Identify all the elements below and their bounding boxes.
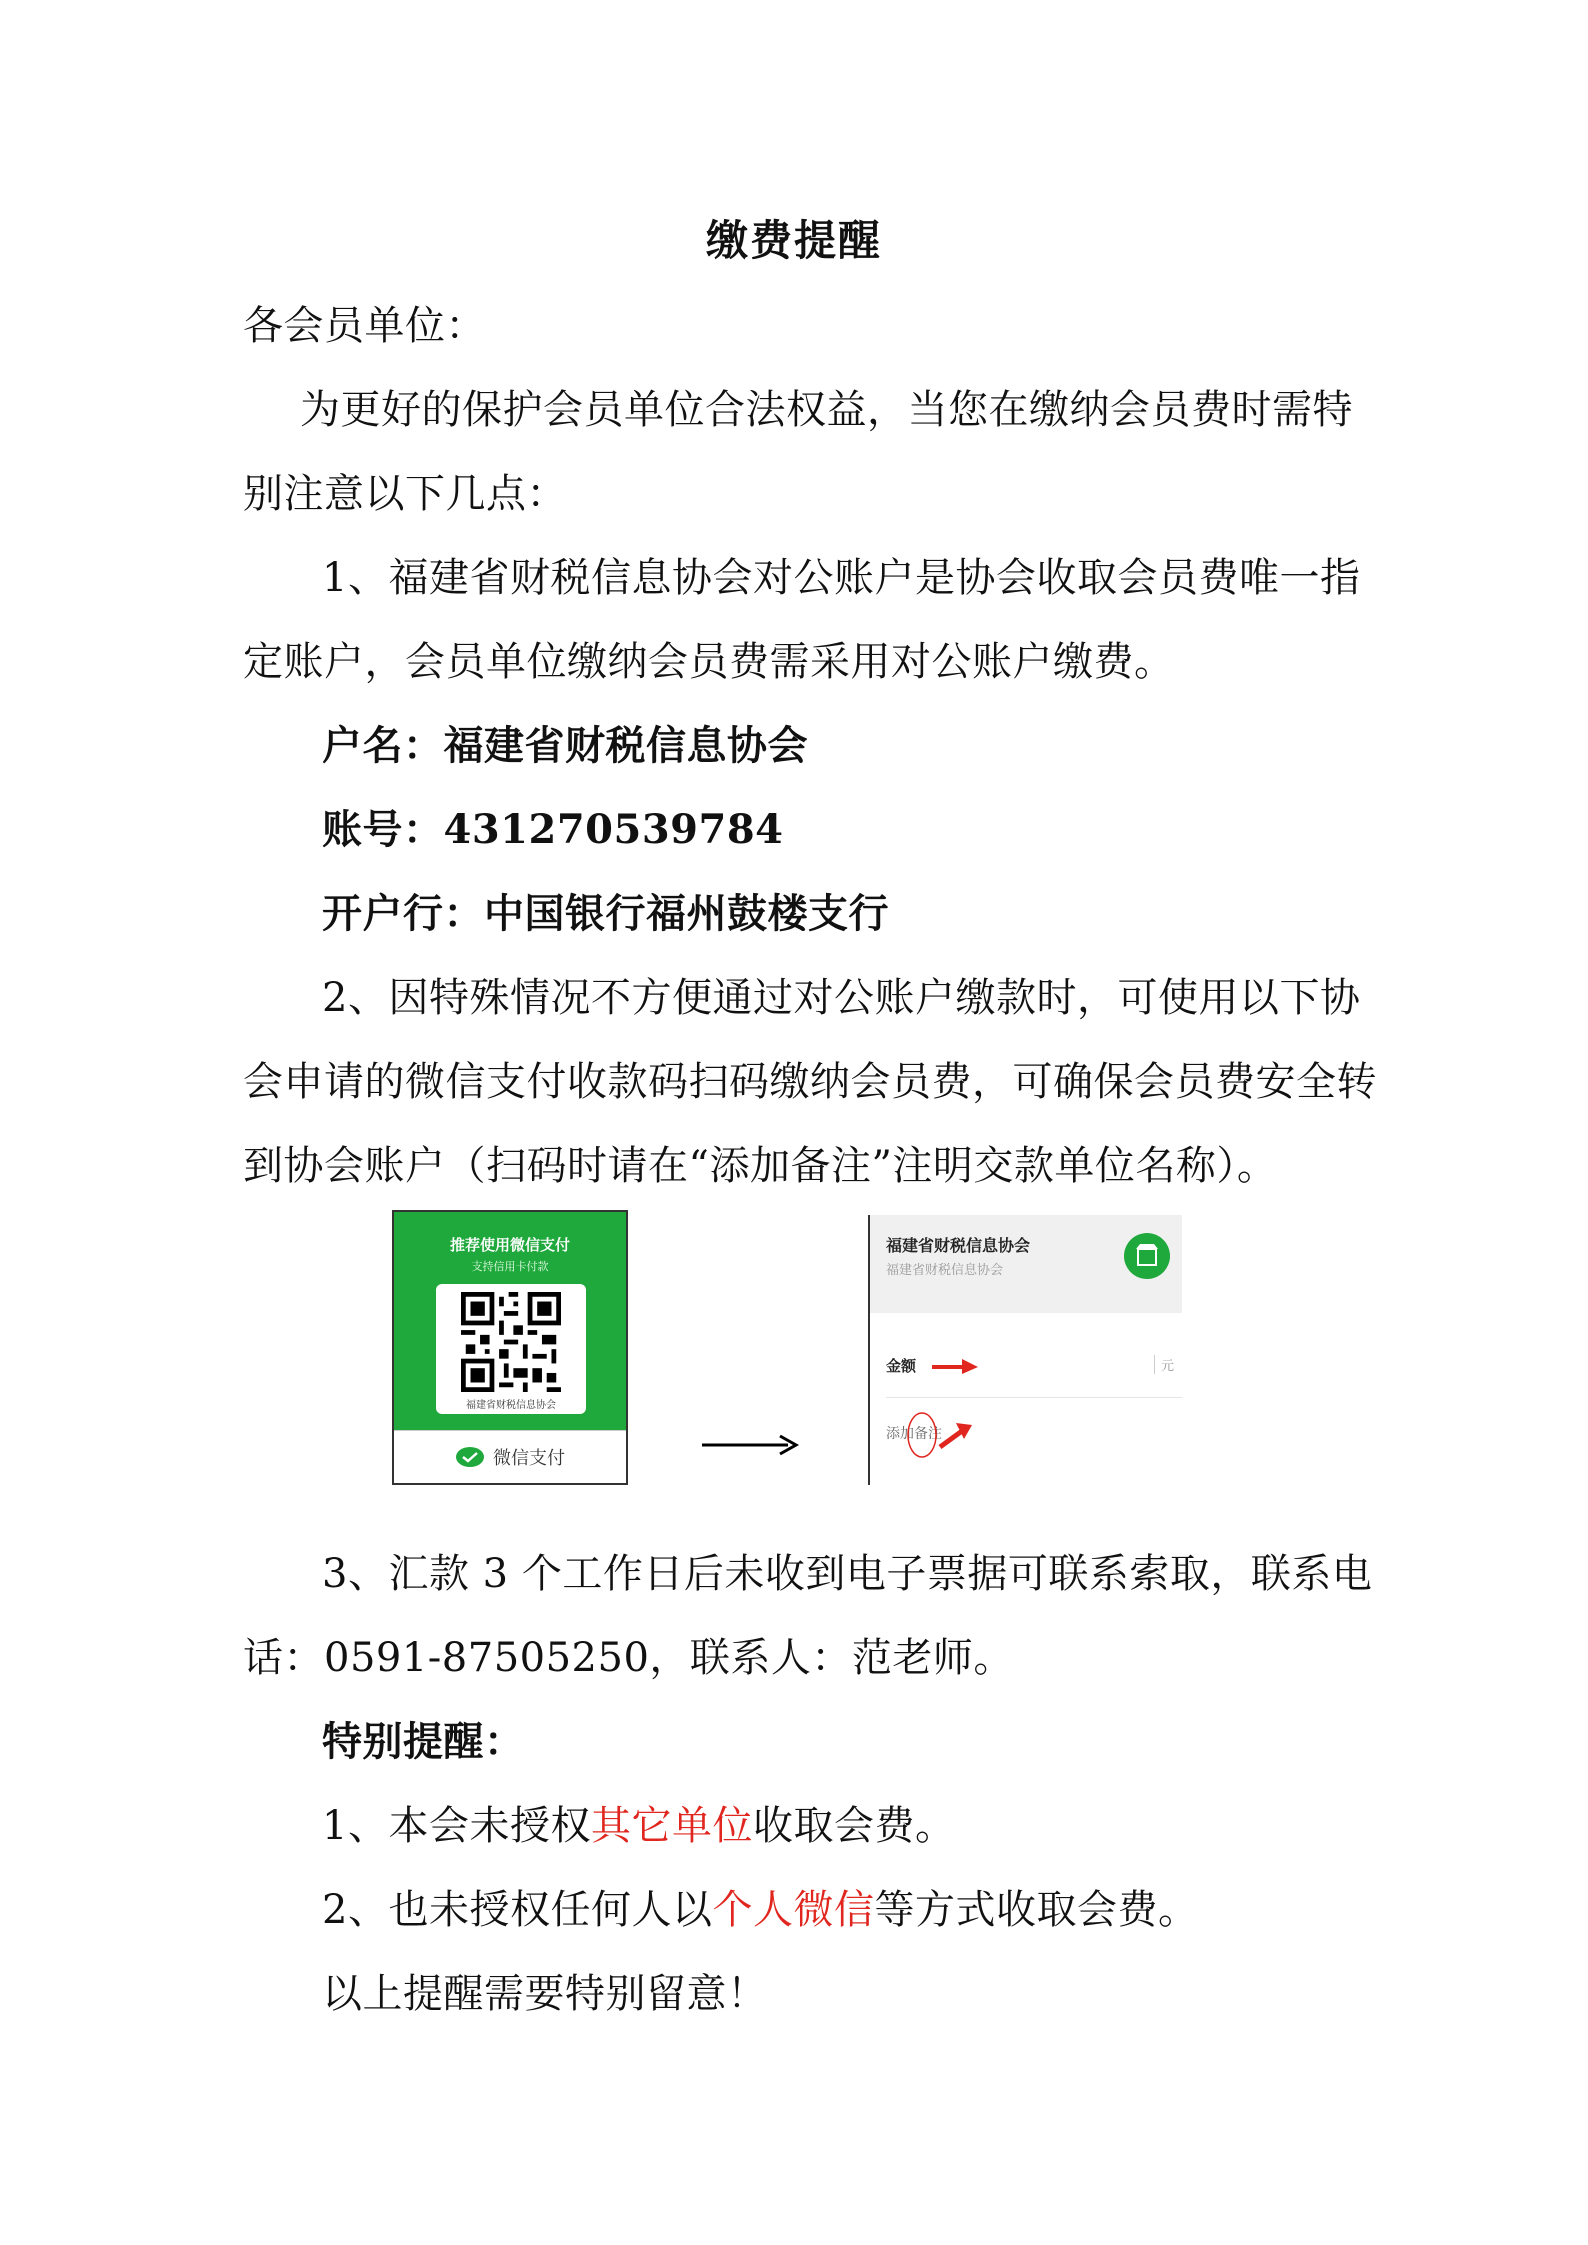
add-note-label: 添加备注	[886, 1426, 942, 1442]
special-item-2	[322, 1882, 1442, 1938]
point3-line-2: 话：0591-87505250，联系人：范老师。	[243, 1635, 1014, 1681]
special-item-1	[322, 1798, 1442, 1854]
account-name: 户名：福建省财税信息协会	[322, 722, 808, 769]
qr-label: 福建省财税信息协会	[466, 1400, 556, 1411]
amount-unit: 元	[1154, 1355, 1174, 1374]
special-heading: 特别提醒：	[322, 1718, 525, 1765]
special-item-1-pre: 1、本会未授权	[322, 1803, 591, 1849]
shop-icon	[1124, 1233, 1170, 1279]
divider	[886, 1397, 1182, 1398]
payee-name: 福建省财税信息协会	[886, 1236, 1031, 1255]
special-item-1-post: 收取会费。	[752, 1803, 956, 1849]
wechat-pay-label: 微信支付	[493, 1448, 565, 1469]
wechat-pay-icon	[455, 1446, 485, 1468]
special-item-2-highlight: 个人微信	[712, 1887, 875, 1933]
wechat-card-sub: 支持信用卡付款	[471, 1260, 549, 1273]
special-item-1-highlight: 其它单位	[590, 1803, 753, 1849]
page-title: 缴费提醒	[705, 216, 882, 265]
qr-code-box	[436, 1284, 586, 1414]
wechat-qr-card	[392, 1210, 628, 1485]
special-item-2-post: 等方式收取会费。	[874, 1887, 1199, 1933]
amount-label: 金额	[886, 1357, 917, 1375]
qr-code-icon	[460, 1292, 562, 1392]
wechat-card-head: 推荐使用微信支付	[449, 1236, 570, 1254]
red-circle-arrow-icon	[900, 1411, 1000, 1461]
point2-line-3: 到协会账户（扫码时请在“添加备注”注明交款单位名称）。	[243, 1143, 1278, 1189]
greeting: 各会员单位：	[243, 303, 486, 349]
payee-avatar	[1124, 1233, 1170, 1279]
red-arrow-icon	[930, 1355, 980, 1377]
right-arrow-icon	[700, 1430, 800, 1460]
payment-screen-header	[870, 1215, 1182, 1313]
intro-line-2: 别注意以下几点：	[243, 471, 567, 517]
payee-subname: 福建省财税信息协会	[886, 1263, 1004, 1278]
special-item-2-pre: 2、也未授权任何人以	[322, 1887, 713, 1933]
point3-line-1: 3、汇款 3 个工作日后未收到电子票据可联系索取，联系电	[322, 1551, 1373, 1597]
point1-line-1: 1、福建省财税信息协会对公账户是协会收取会员费唯一指	[322, 555, 1361, 601]
point2-line-2: 会申请的微信支付收款码扫码缴纳会员费，可确保会员费安全转	[243, 1059, 1377, 1105]
point1-line-2: 定账户，会员单位缴纳会员费需采用对公账户缴费。	[243, 639, 1175, 685]
account-bank: 开户行：中国银行福州鼓楼支行	[322, 890, 889, 937]
wechat-card-foot	[394, 1430, 626, 1483]
payment-screen-image	[868, 1215, 1182, 1485]
intro-line-1: 为更好的保护会员单位合法权益，当您在缴纳会员费时需特	[300, 387, 1353, 433]
point2-line-1: 2、因特殊情况不方便通过对公账户缴款时，可使用以下协	[322, 975, 1361, 1021]
account-number: 账号：431270539784	[322, 806, 784, 853]
closing-remark: 以上提醒需要特别留意！	[322, 1971, 768, 2017]
